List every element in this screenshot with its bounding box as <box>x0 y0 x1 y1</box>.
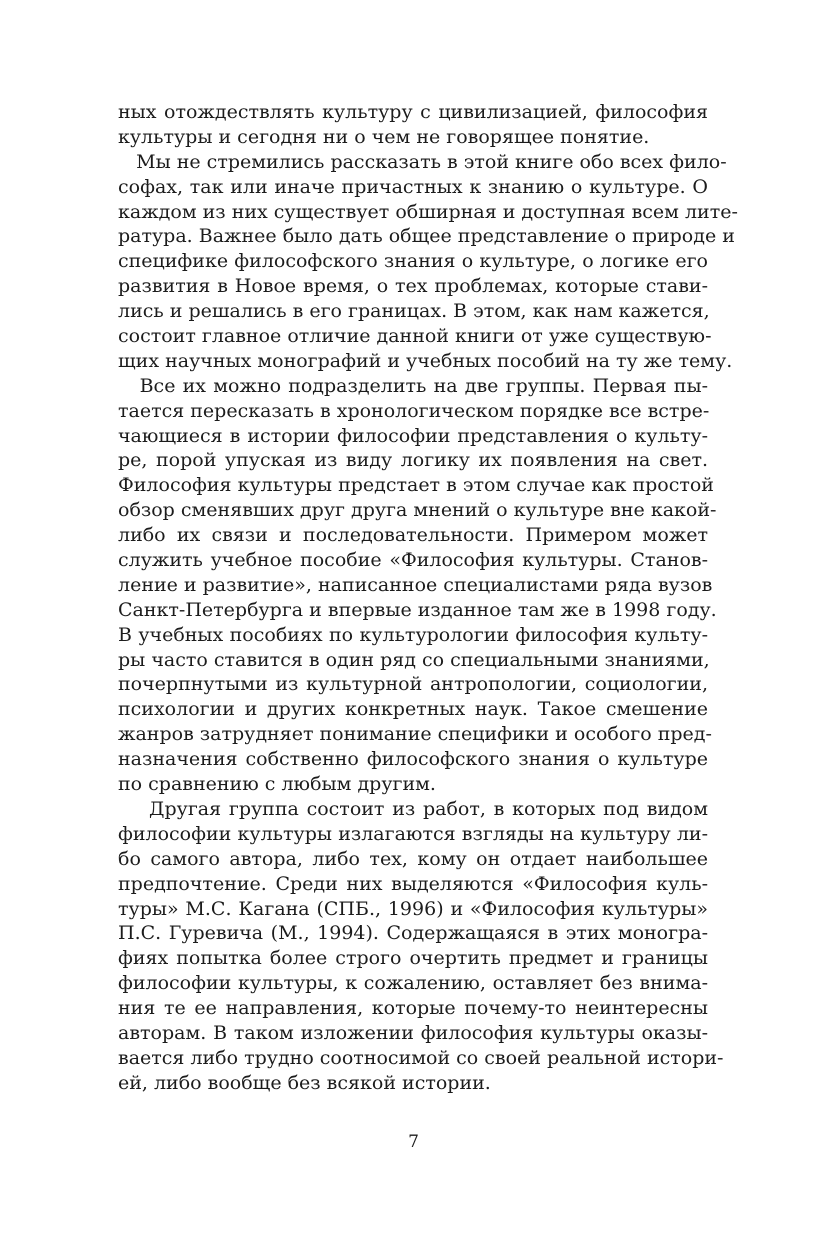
text-line: бо самого автора, либо тех, кому он отдает наибольшее <box>118 847 708 870</box>
text-line: жанров затрудняет понимание специфики и особого пред- <box>118 723 712 746</box>
text-line: обзор сменявших друг друга мнений о культуре вне какой- <box>118 499 717 522</box>
text-line: ей, либо вообще без всякой истории. <box>118 1071 491 1094</box>
text-line: ния те ее направления, которые почему-то неинтересны <box>118 997 708 1020</box>
text-line: ление и развитие», написанное специалистами ряда вузов <box>118 573 713 596</box>
text-line: вается либо трудно соотносимой со своей реальной истори- <box>118 1046 724 1069</box>
text-line: специфике философского знания о культуре, о логике его <box>118 250 708 273</box>
text-line: Санкт-Петербурга и впервые изданное там же в 1998 году. <box>118 598 717 621</box>
text-line: каждом из них существует обширная и доступная всем лите- <box>118 200 738 223</box>
text-line: Философия культуры предстает в этом случае как простой <box>118 474 714 497</box>
text-line: служить учебное пособие «Философия культуры. Станов- <box>118 549 708 572</box>
text-line: психологии и других конкретных наук. Такое смешение <box>118 698 708 721</box>
text-line: софах, так или иначе причастных к знанию о культуре. О <box>118 175 708 198</box>
text-line: предпочтение. Среди них выделяются «Философия куль- <box>118 872 708 895</box>
text-line: состоит главное отличие данной книги от уже существую- <box>118 325 712 348</box>
text-line: Другая группа состоит из работ, в которых под видом <box>118 797 708 820</box>
text-line: Все их можно подразделить на две группы. Первая пы- <box>118 374 708 397</box>
text-line: ре, порой упуская из виду логику их появления на свет. <box>118 449 708 472</box>
text-line: П.С. Гуревича (М., 1994). Содержащаяся в этих моногра- <box>118 922 708 945</box>
text-line: тается пересказать в хронологическом порядке все встре- <box>118 399 710 422</box>
text-line: ры часто ставится в один ряд со специальными знаниями, <box>118 648 710 671</box>
text-line: ных отождествлять культуру с цивилизацией, философия <box>118 101 708 123</box>
text-line: почерпнутыми из культурной антропологии, социологии, <box>118 673 708 696</box>
page-number: 7 <box>408 1132 419 1152</box>
text-line: развития в Новое время, о тех проблемах, которые стави- <box>118 275 708 298</box>
text-line: культуры и сегодня ни о чем не говорящее понятие. <box>118 125 650 148</box>
text-line: фиях попытка более строго очертить предмет и границы <box>118 947 708 970</box>
text-line: авторам. В таком изложении философия культуры оказы- <box>118 1021 708 1044</box>
text-line: Мы не стремились рассказать в этой книге обо всех фило- <box>118 150 727 173</box>
text-line: философии культуры, к сожалению, оставляет без внима- <box>118 972 708 995</box>
text-line: туры» М.С. Кагана (СПБ., 1996) и «Философия культуры» <box>118 897 708 920</box>
text-line: чающиеся в истории философии представления о культу- <box>118 424 708 447</box>
text-line: либо их связи и последовательности. Примером может <box>118 524 708 547</box>
text-line: по сравнению с любым другим. <box>118 773 436 796</box>
text-line: лись и решались в его границах. В этом, как нам кажется, <box>118 300 710 323</box>
text-line: щих научных монографий и учебных пособий на ту же тему. <box>118 349 733 372</box>
text-line: назначения собственно философского знания о культуре <box>118 748 708 771</box>
text-line: ратура. Важнее было дать общее представление о природе и <box>118 225 735 248</box>
text-line: В учебных пособиях по культурологии философия культу- <box>118 623 708 646</box>
text-line: философии культуры излагаются взгляды на культуру ли- <box>118 822 708 845</box>
page-text <box>118 100 738 1096</box>
